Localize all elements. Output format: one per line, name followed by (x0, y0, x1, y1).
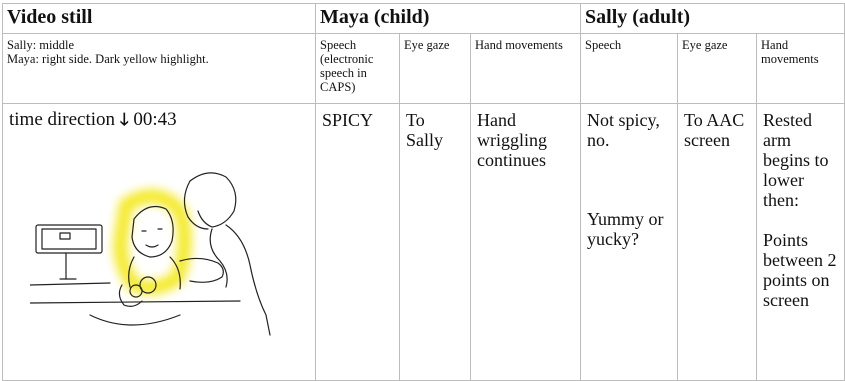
maya-gaze-cell: To Sally (400, 104, 471, 381)
header-row (3, 4, 845, 34)
sally-hand-header: Hand movements (757, 34, 845, 104)
maya-gaze-header: Eye gaze (400, 34, 471, 104)
header-sally: Sally (adult) (581, 4, 845, 34)
sally-hand-2: Points between 2 points on screen (763, 230, 837, 310)
still-description (3, 34, 316, 104)
sally-speech-header: Speech (581, 34, 678, 104)
sally-hand-cell (757, 104, 845, 381)
still-line-2: Maya: right side. Dark yellow highlight. (7, 52, 209, 66)
sally-speech-2: Yummy or yucky? (587, 209, 664, 249)
still-line-1: Sally: middle (7, 38, 75, 52)
sally-gaze-cell: To AAC screen (678, 104, 757, 381)
sally-gaze-header: Eye gaze (678, 34, 757, 104)
maya-speech-cell: SPICY (316, 104, 400, 381)
header-maya: Maya (child) (316, 4, 581, 34)
sally-hand-1: Rested arm begins to lower then: (763, 110, 829, 210)
time-direction-label (9, 110, 311, 130)
timestamp: 00:43 (133, 109, 177, 130)
child-highlight (121, 196, 185, 287)
down-arrow-icon: 🡓 (119, 110, 129, 130)
time-direction-text: time direction (9, 109, 116, 130)
video-still-sketch (30, 165, 300, 365)
header-video-still: Video still (3, 4, 316, 34)
sally-speech-cell (581, 104, 678, 381)
maya-hand-cell: Hand wriggling continues (471, 104, 581, 381)
maya-hand-header: Hand movements (471, 34, 581, 104)
maya-speech-header: Speech (electronic speech in CAPS) (316, 34, 400, 104)
subheader-row (3, 34, 845, 104)
sally-speech-1: Not spicy, no. (587, 110, 660, 150)
